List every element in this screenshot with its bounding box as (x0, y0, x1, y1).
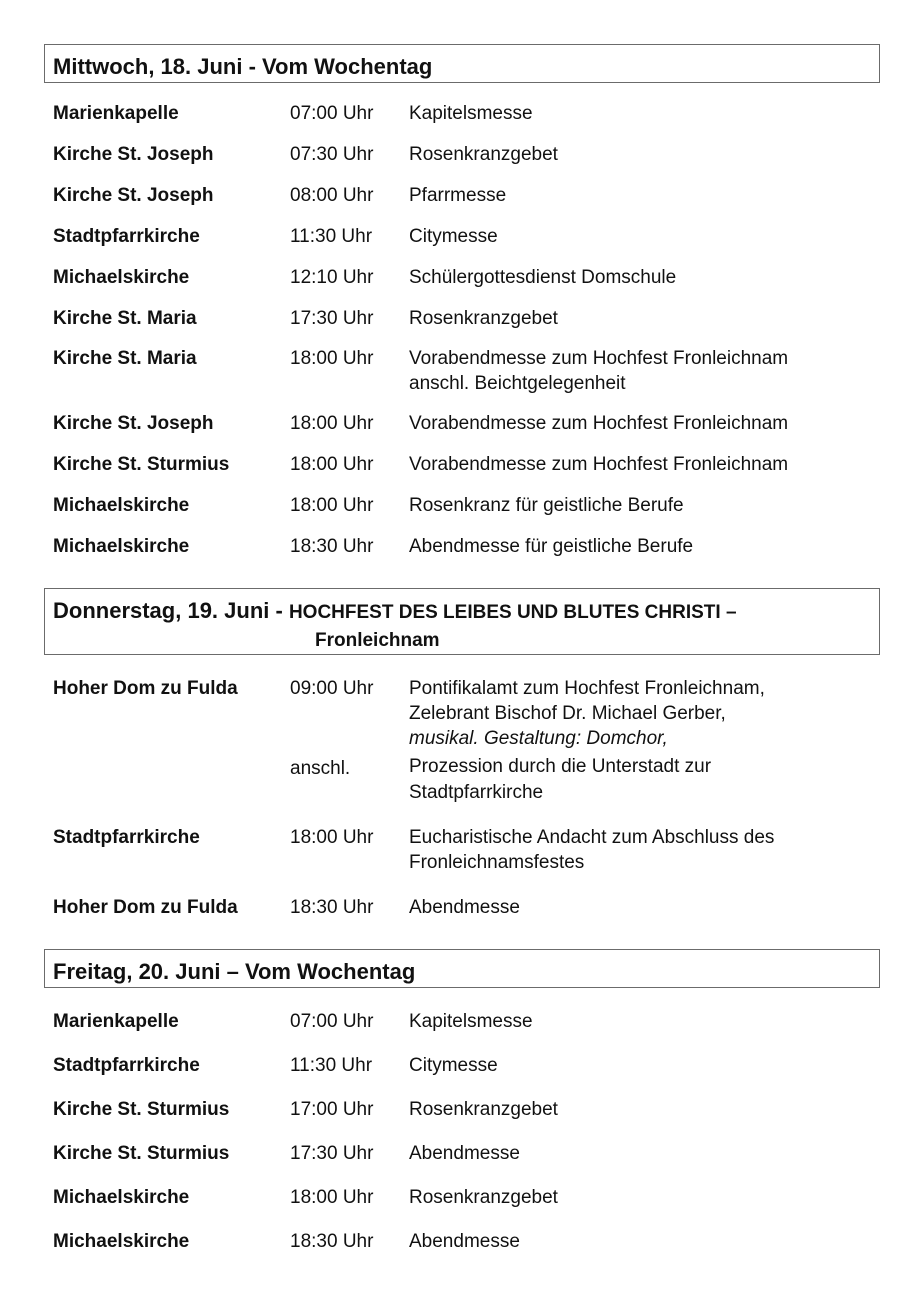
time: 18:00 Uhr (290, 348, 374, 369)
location: Michaelskirche (53, 1231, 190, 1252)
description-line: Stadtpfarrkirche (409, 782, 544, 803)
time: 18:00 Uhr (290, 1187, 374, 1208)
location: Marienkapelle (53, 103, 179, 124)
location: Kirche St. Maria (53, 308, 197, 329)
location: Kirche St. Maria (53, 348, 197, 369)
description: Vorabendmesse zum Hochfest Fronleichnam (409, 413, 789, 434)
time: 11:30 Uhr (290, 1055, 373, 1076)
description: Kapitelsmesse (409, 103, 533, 124)
location: Michaelskirche (53, 1187, 190, 1208)
time: 07:00 Uhr (290, 103, 374, 124)
day-header-text: Donnerstag, 19. Juni - (53, 598, 289, 623)
day-header-text: Mittwoch, 18. Juni - Vom Wochentag (53, 54, 433, 79)
description-line: anschl. Beichtgelegenheit (409, 373, 626, 394)
description: Rosenkranzgebet (409, 308, 558, 329)
location: Kirche St. Joseph (53, 413, 214, 434)
feast-subtitle: Fronleichnam (315, 630, 440, 651)
day-header-thursday (44, 588, 880, 655)
description: Kapitelsmesse (409, 1011, 533, 1032)
time: 18:00 Uhr (290, 827, 374, 848)
description: Rosenkranz für geistliche Berufe (409, 495, 684, 516)
location: Stadtpfarrkirche (53, 1055, 200, 1076)
day-header-wednesday (44, 44, 880, 83)
description: Abendmesse (409, 1143, 520, 1164)
description-line: Zelebrant Bischof Dr. Michael Gerber, (409, 703, 726, 724)
description-line: Fronleichnamsfestes (409, 852, 585, 873)
time-followup: anschl. (290, 758, 351, 779)
time: 18:00 Uhr (290, 495, 374, 516)
description: Abendmesse (409, 897, 520, 918)
description: Abendmesse für geistliche Berufe (409, 536, 694, 557)
day-header-text: Freitag, 20. Juni – Vom Wochentag (53, 959, 416, 984)
day-header-friday (44, 949, 880, 988)
time: 07:00 Uhr (290, 1011, 374, 1032)
time: 09:00 Uhr (290, 678, 374, 699)
time: 08:00 Uhr (290, 185, 374, 206)
time: 17:30 Uhr (290, 308, 374, 329)
location: Stadtpfarrkirche (53, 226, 200, 247)
location: Hoher Dom zu Fulda (53, 678, 238, 699)
description: Abendmesse (409, 1231, 520, 1252)
description: Rosenkranzgebet (409, 1099, 558, 1120)
time: 18:30 Uhr (290, 897, 374, 918)
location: Marienkapelle (53, 1011, 179, 1032)
time: 07:30 Uhr (290, 144, 374, 165)
description: Citymesse (409, 226, 498, 247)
description-line: Prozession durch die Unterstadt zur (409, 756, 712, 777)
description: Rosenkranzgebet (409, 1187, 558, 1208)
description (409, 676, 765, 805)
time: 17:30 Uhr (290, 1143, 374, 1164)
location: Michaelskirche (53, 267, 190, 288)
time: 18:30 Uhr (290, 1231, 374, 1252)
description-line: musikal. Gestaltung: Domchor, (409, 728, 668, 749)
location: Michaelskirche (53, 536, 190, 557)
description-line: Eucharistische Andacht zum Abschluss des (409, 827, 775, 848)
location: Michaelskirche (53, 495, 190, 516)
feast-title: HOCHFEST DES LEIBES UND BLUTES CHRISTI – (288, 602, 737, 623)
description-line: Vorabendmesse zum Hochfest Fronleichnam (409, 348, 789, 369)
location: Kirche St. Joseph (53, 185, 214, 206)
description (409, 346, 788, 396)
location: Hoher Dom zu Fulda (53, 897, 238, 918)
time: 18:30 Uhr (290, 536, 374, 557)
description: Citymesse (409, 1055, 498, 1076)
time: 18:00 Uhr (290, 413, 374, 434)
location: Kirche St. Joseph (53, 144, 214, 165)
location: Stadtpfarrkirche (53, 827, 200, 848)
location: Kirche St. Sturmius (53, 454, 230, 475)
time: 18:00 Uhr (290, 454, 374, 475)
description-line: Pontifikalamt zum Hochfest Fronleichnam, (409, 678, 765, 699)
description: Schülergottesdienst Domschule (409, 267, 677, 288)
description (409, 825, 774, 875)
time: 12:10 Uhr (290, 267, 374, 288)
location: Kirche St. Sturmius (53, 1143, 230, 1164)
description: Rosenkranzgebet (409, 144, 558, 165)
description: Vorabendmesse zum Hochfest Fronleichnam (409, 454, 789, 475)
time: 11:30 Uhr (290, 226, 373, 247)
location: Kirche St. Sturmius (53, 1099, 230, 1120)
time: 17:00 Uhr (290, 1099, 374, 1120)
description: Pfarrmesse (409, 185, 507, 206)
